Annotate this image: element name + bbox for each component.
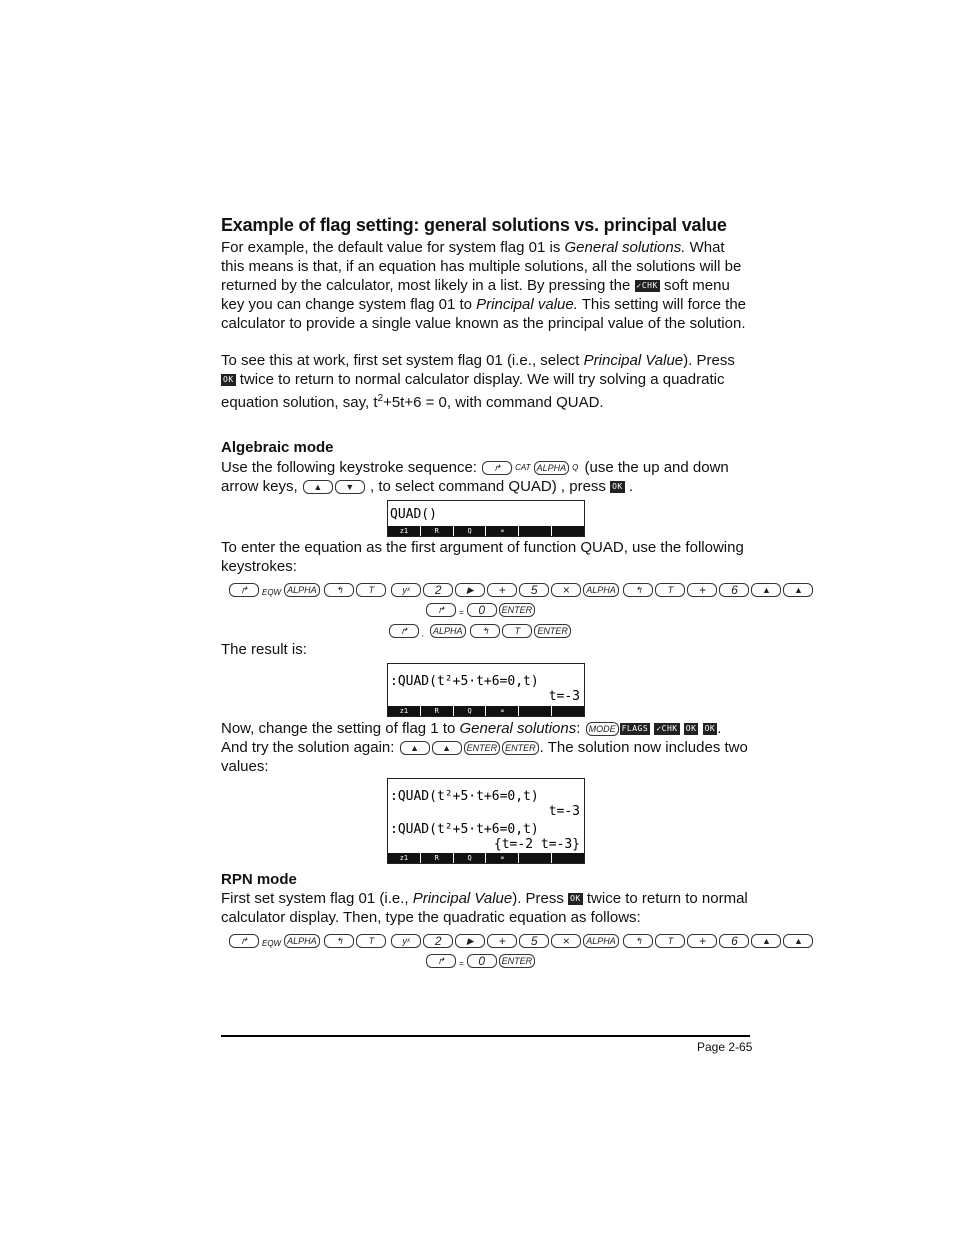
- text: . And try the solution again:: [221, 720, 722, 756]
- up-arrow-key-icon: ▲: [783, 583, 813, 597]
- ok-softkey-icon: OK: [223, 375, 234, 385]
- softmenu-label: [518, 706, 551, 716]
- right-arrow-key-icon: ▶: [455, 934, 485, 948]
- superscript: 2: [377, 393, 384, 404]
- text: :: [576, 720, 585, 737]
- times-key-icon: ×: [551, 934, 581, 948]
- plus-key-icon: +: [487, 583, 517, 597]
- ok-softkey-icon: OK: [612, 482, 623, 492]
- t-key-icon: T: [356, 934, 386, 948]
- enter-key-icon: ENTER: [499, 954, 536, 968]
- two-key-icon: 2: [423, 934, 453, 948]
- softmenu-label: Q: [453, 706, 486, 716]
- left-shift-key-icon: ↰: [623, 934, 653, 948]
- keystroke-row-3: [388, 624, 572, 638]
- down-arrow-key-icon: ▼: [335, 480, 365, 494]
- softmenu-bar: [388, 706, 584, 716]
- softmenu-label: Q: [453, 526, 486, 536]
- text: ). Press: [683, 352, 735, 369]
- alpha-key-icon: ALPHA: [284, 583, 320, 597]
- up-arrow-key-icon: ▲: [400, 741, 430, 755]
- ok-softkey-icon: OK: [704, 724, 716, 734]
- right-arrow-key-icon: ▶: [455, 583, 485, 597]
- page-number: Page 2-65: [697, 1040, 753, 1054]
- yx-key-icon: yˣ: [391, 583, 421, 597]
- calculator-screen-2: [387, 663, 585, 717]
- screen-text: t=-3: [548, 689, 580, 704]
- italic-text: General solutions: [459, 720, 577, 737]
- times-key-icon: ×: [551, 583, 581, 597]
- right-shift-key-icon: ↱: [426, 954, 456, 968]
- section-heading: Example of flag setting: general solutions vs. principal value: [221, 215, 727, 235]
- text: (use the up and down arrow keys,: [221, 459, 729, 495]
- plus-key-icon: +: [687, 583, 717, 597]
- t-key-icon: T: [356, 583, 386, 597]
- softmenu-label: [518, 526, 551, 536]
- eqw-label: EQW: [262, 939, 282, 948]
- right-shift-key-icon: ↱: [426, 603, 456, 617]
- equals-label: =: [459, 959, 464, 968]
- alpha-key-icon: ALPHA: [583, 583, 619, 597]
- t-key-icon: T: [655, 934, 685, 948]
- text: First set system flag 01 (i.e.,: [221, 890, 413, 907]
- up-arrow-key-icon: ▲: [303, 480, 333, 494]
- algebraic-keystroke-paragraph: [221, 458, 751, 496]
- screen-text: :QUAD(t²+5·t+6=0,t): [390, 674, 539, 689]
- left-shift-key-icon: ↰: [324, 583, 354, 597]
- softmenu-label: ∝: [485, 706, 518, 716]
- text: What this means is that, if an equation has multiple solutions, all the solutions will be returned by the calculator, most likely in a list. By pressing the: [221, 239, 742, 294]
- alpha-key-icon: ALPHA: [534, 461, 570, 475]
- screen-text: :QUAD(t²+5·t+6=0,t): [390, 822, 539, 837]
- two-key-icon: 2: [423, 583, 453, 597]
- softmenu-label: z1: [399, 707, 409, 715]
- text: Now, change the setting of flag 1 to: [221, 720, 460, 737]
- comma-label: ,: [422, 629, 425, 638]
- plus-key-icon: +: [487, 934, 517, 948]
- keystroke-row-2: [425, 603, 536, 617]
- five-key-icon: 5: [519, 934, 549, 948]
- right-shift-key-icon: ↱: [229, 583, 259, 597]
- change-flag-paragraph: [221, 719, 751, 776]
- italic-text: Principal Value: [412, 890, 513, 907]
- softmenu-bar: [388, 526, 584, 536]
- softmenu-label: z1: [399, 527, 409, 535]
- softmenu-label: [551, 526, 584, 536]
- yx-key-icon: yˣ: [391, 934, 421, 948]
- result-paragraph: The result is:: [221, 641, 307, 658]
- zero-key-icon: 0: [467, 603, 497, 617]
- left-shift-key-icon: ↰: [623, 583, 653, 597]
- rpn-keystroke-row-1: [228, 934, 814, 948]
- enter-key-icon: ENTER: [534, 624, 571, 638]
- ok-softkey-icon: OK: [570, 894, 581, 904]
- enter-key-icon: ENTER: [464, 741, 501, 755]
- text: soft menu key you can change system flag 01 to: [221, 277, 730, 313]
- equals-label: =: [459, 608, 464, 617]
- softmenu-label: [518, 853, 551, 863]
- cat-label: CAT: [515, 463, 531, 472]
- rpn-paragraph: [221, 889, 751, 927]
- text: To see this at work, first set system flag 01 (i.e., select: [221, 352, 584, 369]
- text: twice to return to normal calculator display. We will try solving a quadratic equation solution, say, t: [221, 371, 725, 411]
- softmenu-label: R: [420, 706, 453, 716]
- softmenu-label: ∝: [485, 526, 518, 536]
- right-shift-key-icon: ↱: [389, 624, 419, 638]
- screen-text: {t=-2 t=-3}: [493, 837, 580, 852]
- chk-softkey-icon: ✓CHK: [656, 724, 678, 734]
- screen-text: :QUAD(t²+5·t+6=0,t): [390, 789, 539, 804]
- zero-key-icon: 0: [467, 954, 497, 968]
- text: ). Press: [512, 890, 569, 907]
- enter-key-icon: ENTER: [502, 741, 539, 755]
- rpn-keystroke-row-2: [425, 954, 536, 968]
- calculator-screen-1: [387, 500, 585, 537]
- t-key-icon: T: [655, 583, 685, 597]
- softmenu-label: R: [420, 853, 453, 863]
- left-shift-key-icon: ↰: [324, 934, 354, 948]
- screen-text: QUAD(): [390, 507, 437, 522]
- text: . The solution now includes two values:: [221, 739, 748, 775]
- softmenu-label: Q: [453, 853, 486, 863]
- text: Use the following keystroke sequence:: [221, 459, 482, 476]
- q-label: Q: [572, 463, 579, 472]
- mode-key-icon: MODE: [586, 722, 619, 736]
- enter-key-icon: ENTER: [499, 603, 536, 617]
- softmenu-label: z1: [399, 854, 409, 862]
- right-shift-key-icon: ↱: [229, 934, 259, 948]
- text: , to select command QUAD) , press: [365, 478, 611, 495]
- text: This setting will force the calculator to provide a single value known as the principal value of the solution.: [221, 296, 747, 332]
- up-arrow-key-icon: ▲: [751, 934, 781, 948]
- softmenu-label: ∝: [485, 853, 518, 863]
- softmenu-label: [551, 853, 584, 863]
- alpha-key-icon: ALPHA: [284, 934, 320, 948]
- paragraph-general-solutions: [221, 238, 751, 333]
- t-key-icon: T: [502, 624, 532, 638]
- alpha-key-icon: ALPHA: [583, 934, 619, 948]
- screen-text: t=-3: [548, 804, 580, 819]
- six-key-icon: 6: [719, 583, 749, 597]
- softmenu-label: R: [420, 526, 453, 536]
- enter-equation-paragraph: To enter the equation as the first argument of function QUAD, use the following keystrokes:: [221, 539, 744, 575]
- right-shift-key-icon: ↱: [482, 461, 512, 475]
- text: For example, the default value for system flag 01 is: [221, 239, 565, 256]
- left-shift-key-icon: ↰: [470, 624, 500, 638]
- plus-key-icon: +: [687, 934, 717, 948]
- ok-softkey-icon: OK: [685, 724, 697, 734]
- alpha-key-icon: ALPHA: [430, 624, 466, 638]
- up-arrow-key-icon: ▲: [432, 741, 462, 755]
- chk-softkey-icon: ✓CHK: [636, 281, 658, 291]
- rpn-mode-title: RPN mode: [221, 871, 297, 888]
- italic-text: General solutions.: [564, 239, 686, 256]
- text: twice to return to normal calculator display. Then, type the quadratic equation as follows:: [221, 890, 748, 926]
- six-key-icon: 6: [719, 934, 749, 948]
- eqw-label: EQW: [262, 588, 282, 597]
- footer-rule: [221, 1035, 750, 1037]
- algebraic-mode-title: Algebraic mode: [221, 439, 334, 456]
- italic-text: Principal value.: [476, 296, 578, 313]
- up-arrow-key-icon: ▲: [783, 934, 813, 948]
- paragraph-principal-value: [221, 351, 751, 412]
- keystroke-row-1: [228, 583, 814, 597]
- text: .: [624, 478, 634, 495]
- italic-text: Principal Value: [583, 352, 684, 369]
- flags-softkey-icon: FLAGS: [621, 724, 649, 734]
- softmenu-bar: [388, 853, 584, 863]
- softmenu-label: [551, 706, 584, 716]
- calculator-screen-3: [387, 778, 585, 864]
- up-arrow-key-icon: ▲: [751, 583, 781, 597]
- five-key-icon: 5: [519, 583, 549, 597]
- text: +5t+6 = 0, with command QUAD.: [383, 394, 604, 411]
